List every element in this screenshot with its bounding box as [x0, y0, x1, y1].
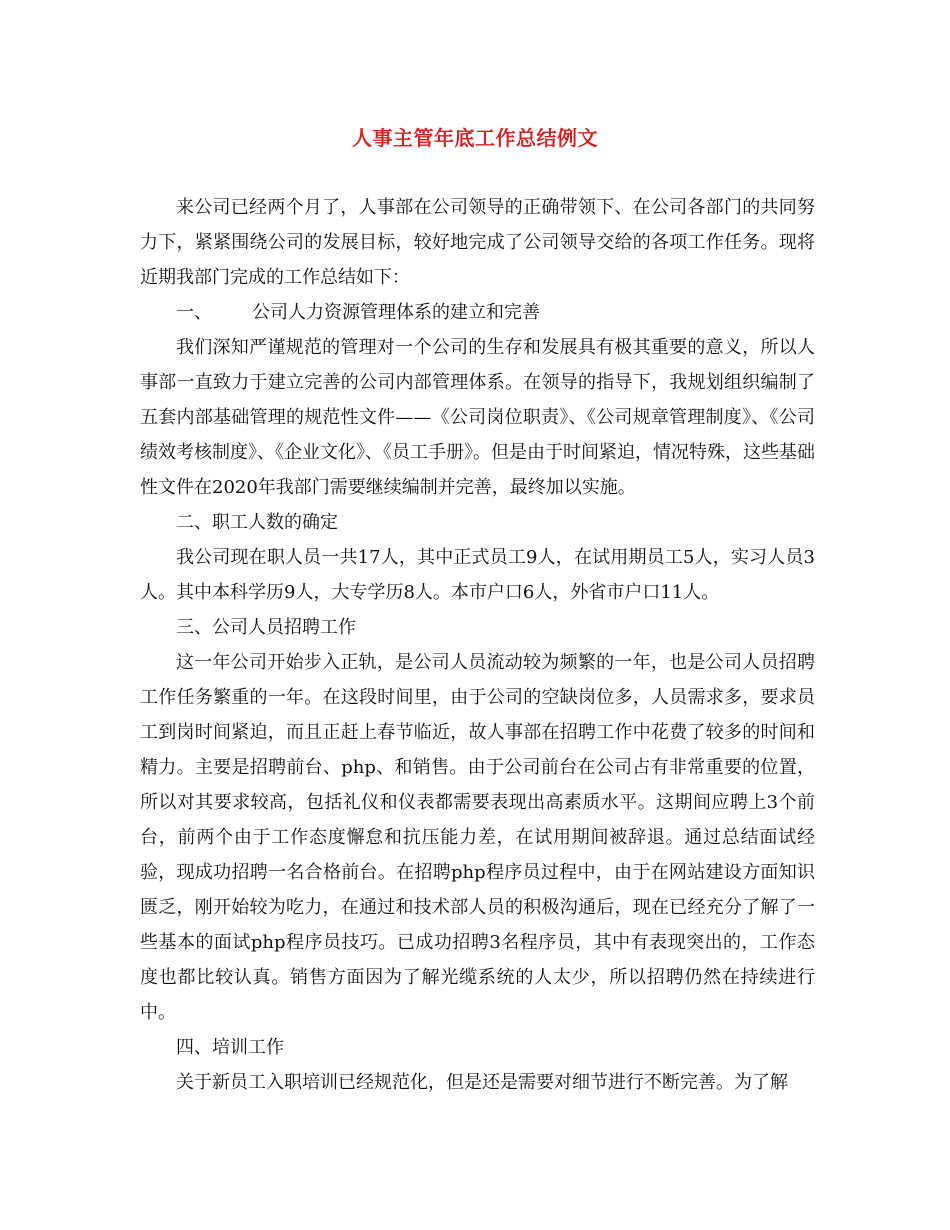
- section-4-paragraph: 关于新员工入职培训已经规范化，但是还是需要对细节进行不断完善。为了解: [176, 1072, 788, 1093]
- section-2-paragraph: 我公司现在职人员一共17人，其中正式员工9人，在试用期员工5人，实习人员3人。其中本科学历9人，大专学历8人。本市户口6人，外省市户口11人。: [140, 547, 815, 603]
- section-heading-3: 三、公司人员招聘工作: [176, 617, 356, 638]
- section-heading-4: 四、培训工作: [176, 1037, 284, 1058]
- intro-paragraph: 来公司已经两个月了，人事部在公司领导的正确带领下、在公司各部门的共同努力下，紧紧围绕公司的发展目标，较好地完成了公司领导交给的各项工作任务。现将近期我部门完成的工作总结如下：: [140, 197, 815, 288]
- section-3-paragraph: 这一年公司开始步入正轨，是公司人员流动较为频繁的一年，也是公司人员招聘工作任务繁重的一年。在这段时间里，由于公司的空缺岗位多，人员需求多，要求员工到岗时间紧迫，而且正赶上春节临近，故人事部在招聘工作中花费了较多的时间和精力。主要是招聘前台、php、和销售。由于公司前台在公司占有非常重要的位置，所以对其要求较高，包括礼仪和仪表都需要表现出高素质水平。这期间应聘上3个前台，前两个由于工作态度懈怠和抗压能力差，在试用期间被辞退。通过总结面试经验，现成功招聘一名合格前台。在招聘php程序员过程中，由于在网站建设方面知识匮乏，刚开始较为吃力，在通过和技术部人员的积极沟通后，现在已经充分了解了一些基本的面试php程序员技巧。已成功招聘3名程序员，其中有表现突出的，工作态度也都比较认真。销售方面因为了解光缆系统的人太少，所以招聘仍然在持续进行中。: [140, 652, 815, 1023]
- section-heading-1: [140, 295, 815, 330]
- document-body: [140, 190, 815, 1100]
- section-heading-1-text: 公司人力资源管理体系的建立和完善: [252, 302, 540, 323]
- section-heading-2: 二、职工人数的确定: [176, 512, 338, 533]
- section-heading-1-number: 一、: [176, 302, 212, 323]
- document-title: 人事主管年底工作总结例文: [352, 126, 598, 150]
- section-1-paragraph: 我们深知严谨规范的管理对一个公司的生存和发展具有极其重要的意义，所以人事部一直致力于建立完善的公司内部管理体系。在领导的指导下，我规划组织编制了五套内部基础管理的规范性文件——《公司岗位职责》、《公司规章管理制度》、《公司绩效考核制度》、《企业文化》、《员工手册》。但是由于时间紧迫，情况特殊，这些基础性文件在2020年我部门需要继续编制并完善，最终加以实施。: [140, 337, 815, 498]
